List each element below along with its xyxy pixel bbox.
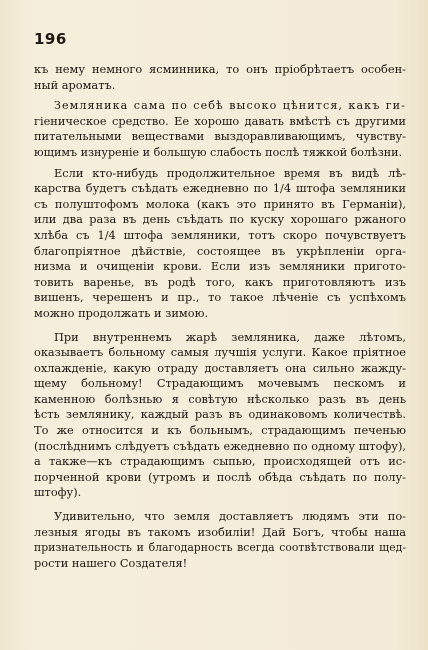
paragraph-4 <box>34 330 406 502</box>
page-number: 196 <box>34 30 67 48</box>
text-line: можно продолжать и зимою. <box>34 305 209 320</box>
text-line: При внутреннемъ жарѣ земляника, даже лѣтомъ, <box>54 329 406 344</box>
text-line: штофу). <box>34 485 82 500</box>
text-line: къ нему немного ясминника, то онъ пріобрѣтаетъ особен- <box>34 62 406 76</box>
text-line: ющимъ изнуреніе и большую слабость послѣ тяжкой болѣзни. <box>34 145 403 159</box>
text-line: То же относится и къ больнымъ, страдающимъ печенью <box>34 423 406 438</box>
text-line: Удивительно, что земля доставляетъ людямъ эти по- <box>54 509 406 524</box>
text-line: (послѣднимъ слѣдуетъ съѣдать ежедневно по одному штофу), <box>34 438 406 453</box>
text-line: а также—къ страдающимъ сыпью, происходящей отъ ис- <box>34 454 406 469</box>
text-line: ѣсть землянику, каждый разъ въ одинаковомъ количествѣ. <box>34 407 406 422</box>
text-line: лезныя ягоды въ такомъ изобиліи! Дай Богъ, чтобы наша <box>34 524 406 539</box>
text-line: или два раза въ день съѣдать по куску хорошаго ржаного <box>34 212 406 227</box>
text-line: гіеническое средство. Ее хорошо давать вмѣстѣ съ другими <box>34 113 406 128</box>
paragraph-1 <box>34 62 406 93</box>
text-line: вишенъ, черешенъ и пр., то такое лѣченіе съ успѣхомъ <box>34 290 406 305</box>
text-line: питательными веществами выздоравливающимъ, чувству- <box>34 129 406 144</box>
text-line: хлѣба съ 1/4 штофа земляники, тотъ скоро почувствуетъ <box>34 227 406 242</box>
paragraph-5 <box>34 509 406 571</box>
paragraph-3 <box>34 166 406 322</box>
text-line: Земляника сама по себѣ высоко цѣнится, какъ ги- <box>54 99 406 113</box>
text-line: рости нашего Создателя! <box>34 555 188 570</box>
text-line: щему больному! Страдающимъ мочевымъ пескомъ и <box>34 376 406 391</box>
paragraph-2 <box>34 98 406 160</box>
text-line: ный ароматъ. <box>34 77 116 92</box>
text-line: порченной крови (утромъ и послѣ обѣда съѣдать по полу- <box>34 469 406 484</box>
text-line: съ полуштофомъ молока (какъ это принято въ Германіи), <box>34 196 406 211</box>
text-line: каменною болѣзнью я совѣтую нѣсколько разъ въ день <box>34 391 406 406</box>
text-line: низма и очищеніи крови. Если изъ земляники пригото- <box>34 259 406 274</box>
text-line: оказываетъ больному самыя лучшія услуги. Какое пріятное <box>34 345 406 360</box>
text-line: благопріятное дѣйствіе, состоящее въ укрѣпленіи орга- <box>34 243 406 258</box>
text-line: товить варенье, въ родѣ того, какъ приготовляютъ изъ <box>34 274 406 289</box>
text-line: охлажденіе, какую отраду доставляетъ она сильно жажду- <box>34 360 406 375</box>
text-line: карства будетъ съѣдать ежедневно по 1/4 штофа земляники <box>34 181 406 196</box>
text-line: признательность и благодарность всегда соотвѣтствовали щед- <box>34 541 406 555</box>
text-line: Если кто-нибудь продолжительное время въ видѣ лѣ- <box>54 165 406 180</box>
